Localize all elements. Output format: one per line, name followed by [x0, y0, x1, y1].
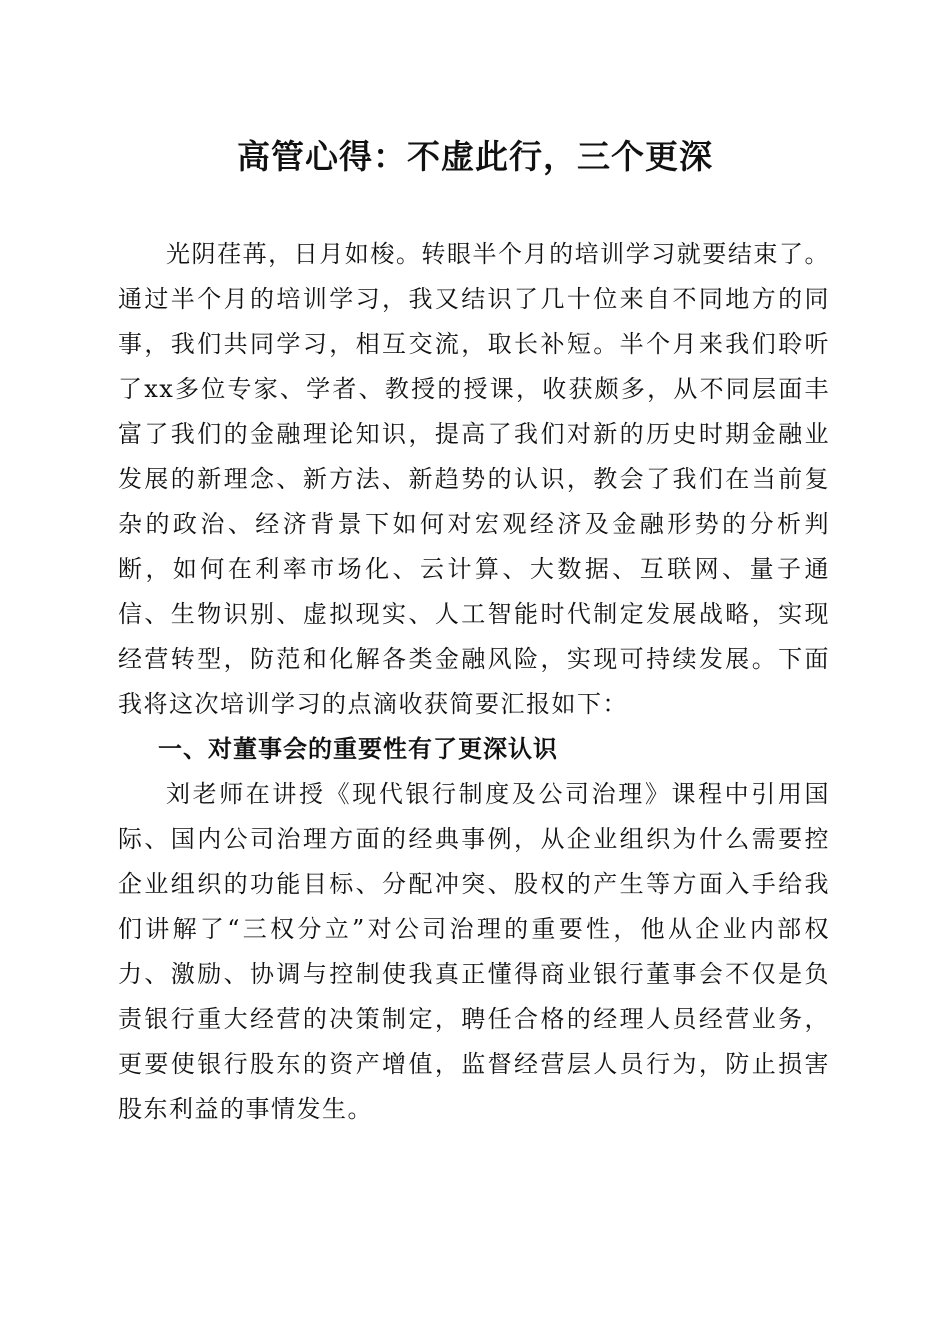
document-title: 高管心得：不虚此行，三个更深	[237, 137, 713, 176]
intro-paragraph: 光阴荏苒，日月如梭。转眼半个月的培训学习就要结束了。通过半个月的培训学习，我又结识了几十位来自不同地方的同事，我们共同学习，相互交流，取长补短。半个月来我们聆听了xx多位专家、学者、教授的授课，收获颇多，从不同层面丰富了我们的金融理论知识，提高了我们对新的历史时期金融业发展的新理念、新方法、新趋势的认识，教会了我们在当前复杂的政治、经济背景下如何对宏观经济及金融形势的分析判断，如何在利率市场化、云计算、大数据、互联网、量子通信、生物识别、虚拟现实、人工智能时代制定发展战略，实现经营转型，防范和化解各类金融风险，实现可持续发展。下面我将这次培训学习的点滴收获简要汇报如下：	[118, 240, 830, 718]
section-paragraph: 刘老师在讲授《现代银行制度及公司治理》课程中引用国际、国内公司治理方面的经典事例，从企业组织为什么需要控企业组织的功能目标、分配冲突、股权的产生等方面入手给我们讲解了“三权分立”对公司治理的重要性，他从企业内部权力、激励、协调与控制使我真正懂得商业银行董事会不仅是负责银行重大经营的决策制定，聘任合格的经理人员经营业务，更要使银行股东的资产增值，监督经营层人员行为，防止损害股东利益的事情发生。	[118, 780, 830, 1123]
section-heading: 一、对董事会的重要性有了更深认识	[158, 735, 558, 763]
document-body	[118, 232, 830, 1132]
